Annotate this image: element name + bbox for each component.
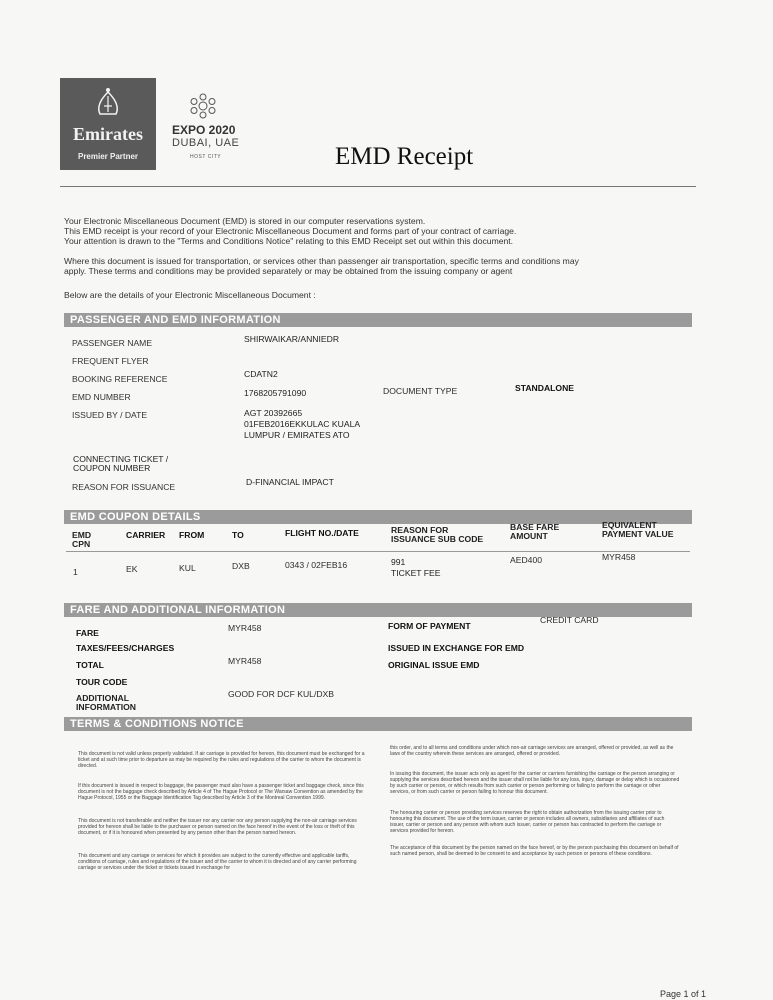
document-type-label: DOCUMENT TYPE <box>383 386 458 396</box>
additional-info-label: ADDITIONAL INFORMATION <box>76 693 136 712</box>
coupon-section-header: EMD COUPON DETAILS <box>64 510 692 524</box>
expo-emblem-icon <box>188 92 218 120</box>
intro-line: This EMD receipt is your record of your Electronic Miscellaneous Document and forms part of your contract of carriage. <box>64 226 517 236</box>
document-type-value: STANDALONE <box>515 383 575 393</box>
booking-reference-value: CDATN2 <box>244 369 278 379</box>
reason-for-issuance-label: REASON FOR ISSUANCE <box>72 482 176 492</box>
terms-right-para-4: The acceptance of this document by the person named on the face hereof, or by the person purchasing this document on behalf of such named person, shall be deemed to be consent to and acceptance by such person or persons of these conditions. <box>390 845 679 857</box>
emirates-emblem-icon <box>60 84 156 118</box>
original-issue-emd-label: ORIGINAL ISSUE EMD <box>388 660 480 670</box>
fare-section-header: FARE AND ADDITIONAL INFORMATION <box>64 603 692 617</box>
terms-left-para-2: If this document is issued in respect to baggage, the passenger must also have a passenger ticket and baggage check, since this document is not the baggage check described by Article 4 of The Hague Protocol or The Warsaw Convention as amended by the Hague Protocol, 1955 or the Baggage Identification Tag described by Article 3 of the Montreal Convention 1999. <box>78 783 364 801</box>
page-number: Page 1 of 1 <box>660 989 707 999</box>
coupon-cpn: 1 <box>73 567 78 577</box>
col-from: FROM <box>179 530 205 540</box>
coupon-equivalent: MYR458 <box>602 552 636 562</box>
terms-right-para-2: In issuing this document, the issuer acts only as agent for the carrier or carriers furnishing the carriage or the person arranging or supplying the services described hereon and the issuer shall not be liable for any loss, injury, damage or delay which is occasioned by such carrier or person, or which results from such carrier or person performing or failing to perform the carriage or other services, or from such carrier or person failing to honour this document. <box>390 771 680 795</box>
intro-line: Below are the details of your Electronic Miscellaneous Document : <box>64 290 316 300</box>
total-value: MYR458 <box>228 656 262 666</box>
intro-line: Your Electronic Miscellaneous Document (EMD) is stored in our computer reservations system. <box>64 216 426 226</box>
coupon-to: DXB <box>232 561 250 571</box>
terms-left-para-1: This document is not valid unless properly validated. If air carriage is provided for hereon, this document must be exchanged for a ticket and at such time prior to departure as may be required by the rules and regulations of the carrier to whom the document is directed. <box>78 751 365 769</box>
total-label: TOTAL <box>76 660 104 670</box>
connecting-ticket-label: CONNECTING TICKET / COUPON NUMBER <box>73 454 169 473</box>
intro-block-1 <box>64 216 684 246</box>
col-carrier: CARRIER <box>126 530 166 540</box>
expo-title: EXPO 2020 <box>172 123 236 137</box>
terms-right-para-3: The honouring carrier or person providing services reserves the right to obtain authorization from the issuing carrier prior to honouring this document. The use of the term issuer, carrier or person includes all owners, subsidiaries and affiliates of such issuer, carrier or person and any person with whom such issuer, carrier or person has contracted to perform the carriage or services provided for hereon. <box>390 810 665 834</box>
tour-code-label: TOUR CODE <box>76 677 128 687</box>
col-emd-cpn: EMD CPN <box>72 530 92 549</box>
passenger-section-header: PASSENGER AND EMD INFORMATION <box>64 313 692 327</box>
intro-line: apply. These terms and conditions may be provided separately or may be obtained from the issuing company or agent <box>64 266 513 276</box>
col-to: TO <box>232 530 244 540</box>
issued-by-label: ISSUED BY / DATE <box>72 410 148 420</box>
terms-left-para-3: This document is not transferable and neither the issuer nor any carrier nor any person supplying the non-air carriage services provided for hereon shall be liable to the purchaser or person named on the face hereof in the event of the loss or theft of this document, or if it is honoured when presented by any person other than the person named hereon. <box>78 818 357 836</box>
issued-by-value: AGT 20392665 01FEB2016EKKULAC KUALA LUMPUR / EMIRATES ATO <box>244 408 361 440</box>
intro-block-3 <box>64 290 684 300</box>
reason-for-issuance-value: D-FINANCIAL IMPACT <box>246 477 334 487</box>
col-base-fare: BASE FARE AMOUNT <box>510 522 560 541</box>
exchange-for-emd-label: ISSUED IN EXCHANGE FOR EMD <box>388 643 525 653</box>
form-of-payment-value: CREDIT CARD <box>540 615 599 625</box>
passenger-name-label: PASSENGER NAME <box>72 338 153 348</box>
emd-number-value: 1768205791090 <box>244 388 307 398</box>
form-of-payment-label: FORM OF PAYMENT <box>388 621 471 631</box>
booking-reference-label: BOOKING REFERENCE <box>72 374 168 384</box>
fare-value: MYR458 <box>228 623 262 633</box>
coupon-base-fare: AED400 <box>510 555 543 565</box>
airline-name: Emirates <box>73 124 143 144</box>
coupon-carrier: EK <box>126 564 138 574</box>
intro-line: Where this document is issued for transportation, or services other than passenger air transportation, specific terms and conditions may <box>64 256 579 266</box>
col-equivalent-payment: EQUIVALENT PAYMENT VALUE <box>602 520 674 539</box>
passenger-name-value: SHIRWAIKAR/ANNIEDR <box>244 334 340 344</box>
additional-info-value: GOOD FOR DCF KUL/DXB <box>228 689 334 699</box>
col-reason-subcode: REASON FOR ISSUANCE SUB CODE <box>391 525 484 544</box>
intro-block-2 <box>64 256 684 276</box>
coupon-flight: 0343 / 02FEB16 <box>285 560 348 570</box>
intro-line: Your attention is drawn to the "Terms and Conditions Notice" relating to this EMD Receipt set out within this document. <box>64 236 514 246</box>
fare-label: FARE <box>76 628 99 638</box>
terms-section-header: TERMS & CONDITIONS NOTICE <box>64 717 692 731</box>
expo-host: HOST CITY <box>190 154 222 160</box>
expo-location: DUBAI, UAE <box>172 137 240 149</box>
coupon-header-divider <box>66 551 690 552</box>
taxes-fees-label: TAXES/FEES/CHARGES <box>76 643 175 653</box>
terms-left-para-4: This document and any carriage or services for which it provides are subject to the currently effective and applicable tariffs, conditions of carriage, rules and regulations of the issuer and of the carrier to whom it is directed and of any carrier performing carriage or services under the ticket or tickets issued in exchange for <box>78 853 357 871</box>
emd-number-label: EMD NUMBER <box>72 392 131 402</box>
emirates-logo <box>60 78 156 170</box>
coupon-reason: 991 TICKET FEE <box>391 557 441 578</box>
document-title: EMD Receipt <box>335 143 474 170</box>
coupon-from: KUL <box>179 563 196 573</box>
airline-partner: Premier Partner <box>77 152 139 161</box>
frequent-flyer-label: FREQUENT FLYER <box>72 356 149 366</box>
header-divider <box>60 186 696 187</box>
terms-right-para-1: this order, and to all terms and conditions under which non-air carriage services are arranged, offered or provided, as well as the laws of the country wherein these services are arranged, offered or provided. <box>390 745 674 757</box>
col-flight-date: FLIGHT NO./DATE <box>285 528 359 538</box>
